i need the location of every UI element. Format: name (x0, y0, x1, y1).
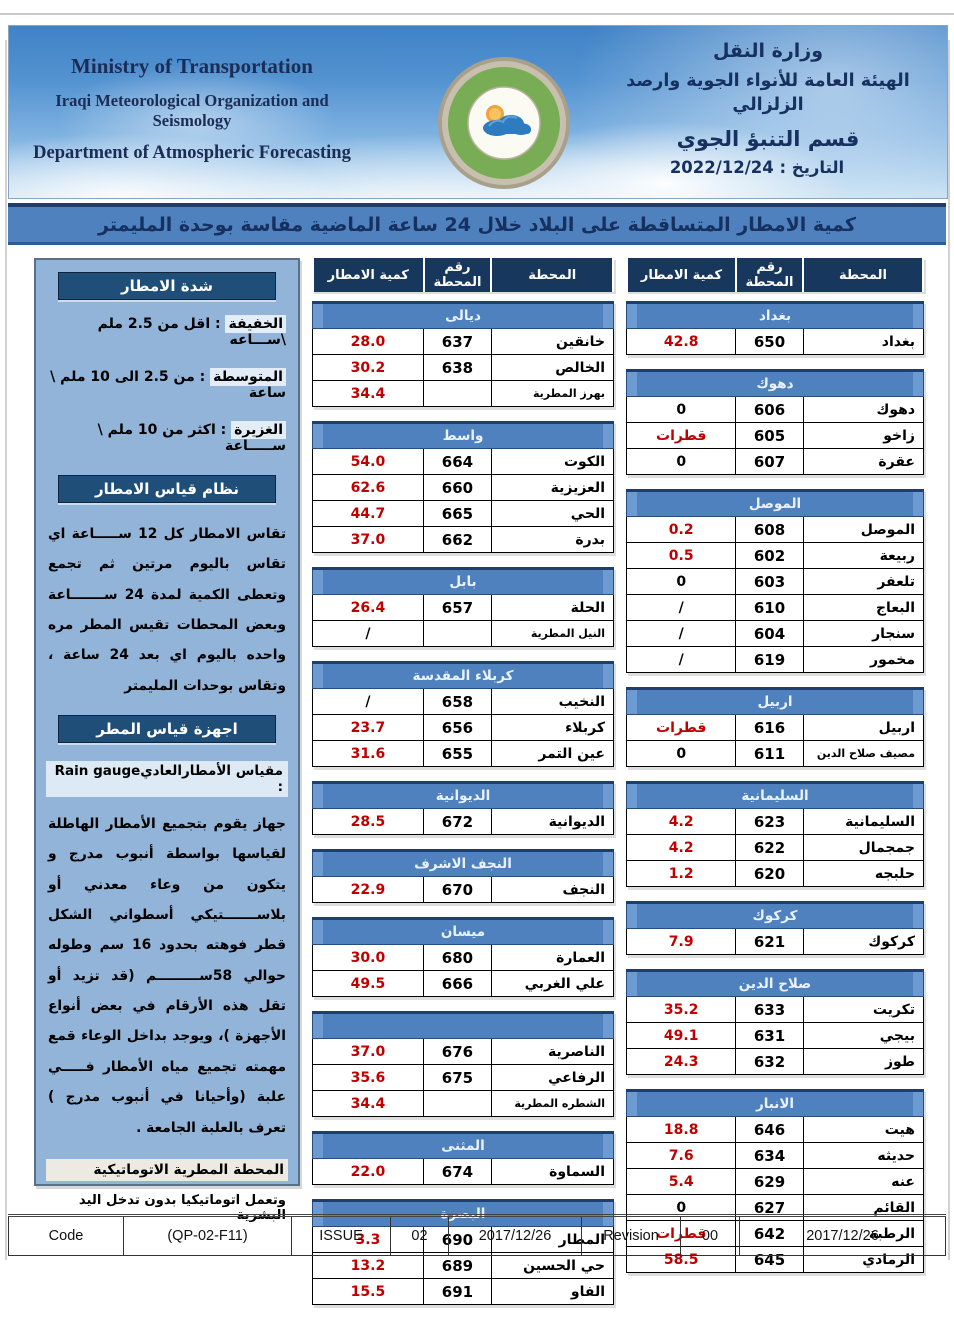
governorate-table (626, 969, 924, 1075)
governorate-table (312, 781, 614, 835)
station-row (313, 1253, 614, 1279)
station-number-cell: 602 (736, 543, 803, 569)
governorate-table (312, 1011, 614, 1117)
station-amount-cell: 34.4 (313, 381, 424, 407)
governorate-header: واسط (313, 423, 614, 449)
station-amount-cell: 49.1 (627, 1023, 736, 1049)
station-amount-cell: 18.8 (627, 1117, 736, 1143)
station-amount-cell: / (627, 621, 736, 647)
station-station-cell: بدرة (492, 527, 614, 553)
station-amount-cell: قطرات (627, 715, 736, 741)
governorate-table (312, 567, 614, 647)
station-row (627, 595, 924, 621)
governorate-header: الموصل (627, 491, 924, 517)
station-amount-cell: 62.6 (313, 475, 424, 501)
station-amount-cell: 30.0 (313, 945, 424, 971)
station-station-cell: تلعفر (803, 569, 923, 595)
station-station-cell: المطار (492, 1227, 614, 1253)
footer-code-label: Code (9, 1216, 124, 1256)
governorate-table (312, 917, 614, 997)
station-number-cell: 664 (423, 449, 491, 475)
station-amount-cell: 0 (627, 741, 736, 767)
column-header-station: المحطة (803, 259, 923, 292)
ministry-title-english (27, 54, 357, 164)
station-row (627, 329, 924, 355)
intensity-heavy-desc: : اكثر من 10 ملم \ ســـــاعة (97, 422, 286, 454)
station-station-cell: النخيب (492, 689, 614, 715)
station-amount-cell: / (627, 595, 736, 621)
station-row (627, 1023, 924, 1049)
footer-issue-label: ISSUE (292, 1216, 391, 1256)
station-amount-cell: 35.2 (627, 997, 736, 1023)
station-number-cell: 665 (423, 501, 491, 527)
station-row (627, 1117, 924, 1143)
document-control-footer (8, 1214, 946, 1256)
station-row (313, 595, 614, 621)
governorate-header: البصرة (313, 1201, 614, 1227)
automatic-station-description: وتعمل اتوماتيكيا بدون تدخل اليد البشرية (78, 1192, 286, 1223)
station-station-cell: الفاو (492, 1279, 614, 1305)
station-station-cell: السماوة (492, 1159, 614, 1185)
measuring-system-heading: نظام قياس الامطار (58, 475, 277, 503)
station-station-cell: زاخو (803, 423, 923, 449)
governorate-table (312, 1131, 614, 1185)
station-station-cell: العمارة (491, 945, 613, 971)
station-amount-cell: 22.0 (313, 1159, 424, 1185)
organization-name-en: Iraqi Meteorological Organization and Seismology (55, 91, 329, 130)
station-row (627, 741, 924, 767)
station-station-cell: الرفاعي (491, 1065, 613, 1091)
rain-info-panel (34, 258, 300, 1223)
station-station-cell: دهوك (803, 397, 923, 423)
station-number-cell: 606 (736, 397, 803, 423)
station-amount-cell: 49.5 (313, 971, 424, 997)
station-amount-cell: 31.6 (313, 741, 424, 767)
station-station-cell: الرمادي (803, 1247, 923, 1273)
station-number-cell: 670 (423, 877, 491, 903)
report-date: التاريخ : 2022/12/24 (669, 158, 845, 177)
station-row (313, 527, 614, 553)
footer-row (9, 1216, 946, 1256)
station-row (627, 809, 924, 835)
station-station-cell: عنه (803, 1169, 923, 1195)
station-number-cell: 620 (736, 861, 803, 887)
ministry-title-arabic (603, 40, 933, 151)
station-number-cell: 666 (423, 971, 491, 997)
station-number-cell: 657 (423, 595, 491, 621)
governorate-header: الديوانية (313, 783, 614, 809)
top-divider (0, 13, 954, 15)
station-station-cell: البعاج (803, 595, 923, 621)
station-amount-cell: 0 (627, 1195, 736, 1221)
intensity-light-desc: : اقل من 2.5 ملم \ســـاعه (97, 316, 286, 348)
column-header-amount: كمية الامطار (313, 259, 424, 292)
station-station-cell: عقرة (803, 449, 923, 475)
intensity-heavy-term: الغزيرة (231, 421, 286, 439)
station-number-cell: 623 (736, 809, 803, 835)
rain-gauges-heading: اجهزة قياس المطر (58, 715, 277, 743)
station-row (627, 1049, 924, 1075)
station-station-cell: بغداد (803, 329, 923, 355)
station-row (627, 517, 924, 543)
station-amount-cell: 0 (627, 449, 736, 475)
station-station-cell: سنجار (803, 621, 923, 647)
station-number-cell: 645 (736, 1247, 803, 1273)
station-number-cell (423, 381, 491, 407)
station-row (627, 861, 924, 887)
station-station-cell: الحلة (492, 595, 614, 621)
governorate-header: بابل (313, 569, 614, 595)
department-name-ar: قسم التنبؤ الجوي (676, 127, 860, 152)
station-amount-cell: 0.5 (627, 543, 736, 569)
automatic-station-label: المحطة المطرية الاتوماتيكية (46, 1159, 288, 1181)
intensity-medium-desc: : من 2.5 الى 10 ملم \ ساعة (50, 369, 286, 401)
station-amount-cell: 22.9 (313, 877, 424, 903)
station-number-cell: 672 (423, 809, 491, 835)
footer-issue-value: 02 (391, 1216, 449, 1256)
station-amount-cell: 26.4 (313, 595, 424, 621)
station-row (313, 621, 614, 647)
station-station-cell: حي الحسين (492, 1253, 614, 1279)
station-row (313, 1279, 614, 1305)
station-station-cell: مصيف صلاح الدين (803, 741, 923, 767)
station-row (627, 397, 924, 423)
station-row (627, 543, 924, 569)
station-station-cell: تكريت (803, 997, 923, 1023)
station-number-cell: 650 (736, 329, 803, 355)
station-number-cell: 662 (423, 527, 491, 553)
rain-gauge-label: مقياس الأمطارالعاديRain gauge : (46, 761, 288, 797)
middle-column-headers (312, 258, 614, 292)
station-number-cell: 610 (736, 595, 803, 621)
governorate-header (313, 1013, 614, 1039)
station-row (313, 715, 614, 741)
station-number-cell: 660 (423, 475, 491, 501)
station-number-cell: 637 (423, 329, 491, 355)
governorate-header: الانبار (627, 1091, 924, 1117)
station-row (627, 621, 924, 647)
station-amount-cell: 4.2 (627, 809, 736, 835)
governorate-header: بغداد (627, 303, 924, 329)
station-station-cell: عين التمر (492, 741, 614, 767)
station-number-cell: 655 (423, 741, 491, 767)
governorate-header: ديالى (313, 303, 614, 329)
station-station-cell: علي الغربي (491, 971, 613, 997)
station-row (627, 997, 924, 1023)
station-amount-cell: 7.6 (627, 1143, 736, 1169)
station-number-cell: 611 (736, 741, 803, 767)
station-station-cell: حديثه (803, 1143, 923, 1169)
station-station-cell: جمجمال (803, 835, 923, 861)
station-amount-cell: 28.5 (313, 809, 424, 835)
station-amount-cell: 54.0 (313, 449, 424, 475)
station-amount-cell: 0.2 (627, 517, 736, 543)
station-amount-cell: 37.0 (313, 1039, 424, 1065)
station-row (627, 423, 924, 449)
station-number-cell: 633 (736, 997, 803, 1023)
station-station-cell: الكوت (492, 449, 614, 475)
governorate-table (312, 301, 614, 407)
station-number-cell: 603 (736, 569, 803, 595)
station-number-cell: 604 (736, 621, 803, 647)
station-station-cell: الحي (492, 501, 614, 527)
station-amount-cell: 37.0 (313, 527, 424, 553)
organization-logo-icon (437, 56, 571, 190)
governorate-table (312, 849, 614, 903)
ministry-name-ar: وزارة النقل (712, 40, 824, 62)
ministry-name-en: Ministry of Transportation (71, 54, 313, 78)
station-number-cell: 634 (736, 1143, 803, 1169)
station-row (313, 475, 614, 501)
station-number-cell: 632 (736, 1049, 803, 1075)
governorate-table (312, 421, 614, 553)
governorate-table (626, 301, 924, 355)
intensity-light-term: الخفيفة (225, 315, 286, 333)
station-row (313, 381, 614, 407)
station-number-cell: 627 (736, 1195, 803, 1221)
station-row (313, 449, 614, 475)
footer-code-value: (QP-02-F11) (124, 1216, 292, 1256)
station-number-cell: 619 (736, 647, 803, 673)
station-station-cell: النجف (491, 877, 613, 903)
station-row (627, 1169, 924, 1195)
station-station-cell: هيت (803, 1117, 923, 1143)
station-station-cell: كركوك (803, 929, 923, 955)
governorate-table (626, 901, 924, 955)
governorates-column-middle (312, 258, 614, 1319)
station-station-cell: الشطره المطرية (491, 1091, 613, 1117)
column-header-station: المحطة (491, 259, 613, 292)
station-number-cell: 676 (423, 1039, 491, 1065)
station-amount-cell: 1.2 (627, 861, 736, 887)
station-number-cell (423, 1091, 491, 1117)
station-amount-cell: / (313, 621, 424, 647)
station-station-cell: الناصرية (491, 1039, 613, 1065)
right-column-headers (626, 258, 924, 292)
measuring-system-text: تقاس الامطار كل 12 ســـــاعة اي تقاس باليوم مرتين ثم تجمع وتعطى الكمية لمدة 24 ســـــــاعة وبعض المحطات تقيس المطر مره واحده باليوم اي بعد 24 ساعة ، وتقاس بوحدات المليمتر (48, 526, 287, 694)
station-number-cell: 631 (736, 1023, 803, 1049)
rain-gauge-description: جهاز يقوم بتجميع الأمطار الهاطلة لقياسها بواسطة أنبوب مدرج و يتكون من وعاء معدني أو بلاســـــــتيكي أسطواني الشكل قطر فوهته بحدود 16 سم وطوله حوالي 58ســـــــــم (قد تزيد أو تقل هذه الأرقام في بعض أنواع الأجهزة )، ويوجد بداخل الوعاء قمع مهمته تجميع مياه الأمطار فـــــي علبة (وأحيانا في أنبوب مدرج ) تعرف بالعلبة الجامعة . (48, 816, 287, 1136)
station-number-cell: 629 (736, 1169, 803, 1195)
station-number-cell: 680 (423, 945, 491, 971)
station-station-cell: العزيزية (492, 475, 614, 501)
governorate-header: دهوك (627, 371, 924, 397)
governorate-header: اربيل (627, 689, 924, 715)
station-station-cell: النيل المطرية (492, 621, 614, 647)
station-amount-cell: 30.2 (313, 355, 424, 381)
station-station-cell: ربيعة (803, 543, 923, 569)
station-amount-cell: 42.8 (627, 329, 736, 355)
governorate-table (312, 661, 614, 767)
governorate-table (626, 369, 924, 475)
station-number-cell: 690 (423, 1227, 491, 1253)
station-station-cell: الموصل (803, 517, 923, 543)
station-station-cell: مخمور (803, 647, 923, 673)
station-amount-cell: 0 (627, 397, 736, 423)
station-amount-cell: 5.4 (627, 1169, 736, 1195)
station-amount-cell: / (627, 647, 736, 673)
station-amount-cell: 58.5 (627, 1247, 736, 1273)
rain-intensity-heading: شدة الامطار (58, 272, 277, 300)
station-amount-cell: قطرات (627, 1221, 736, 1247)
station-station-cell: كربلاء (492, 715, 614, 741)
governorate-header: كربلاء المقدسة (313, 663, 614, 689)
station-number-cell: 646 (736, 1117, 803, 1143)
governorate-header: النجف الاشرف (313, 851, 614, 877)
station-amount-cell: 7.9 (627, 929, 736, 955)
station-number-cell: 616 (736, 715, 803, 741)
station-row (313, 501, 614, 527)
station-station-cell: اربيل (803, 715, 923, 741)
station-amount-cell: 35.6 (313, 1065, 424, 1091)
content-area (0, 258, 954, 1319)
station-row (627, 449, 924, 475)
governorate-header: كركوك (627, 903, 924, 929)
station-station-cell: الديوانية (491, 809, 613, 835)
station-row (313, 1065, 614, 1091)
intensity-heavy-definition (48, 422, 286, 454)
column-header-number: رقم المحطة (736, 259, 803, 292)
station-number-cell: 675 (423, 1065, 491, 1091)
governorate-header: صلاح الدين (627, 971, 924, 997)
station-number-cell: 638 (423, 355, 491, 381)
footer-issue-date: 2017/12/26 (449, 1216, 582, 1256)
station-row (627, 569, 924, 595)
station-number-cell: 607 (736, 449, 803, 475)
governorates-column-right (626, 258, 924, 1319)
report-title: كمية الامطار المتساقطة على البلاد خلال 24 ساعة الماضية مقاسة بوحدة المليمتر (8, 203, 946, 245)
station-station-cell: السليمانية (803, 809, 923, 835)
station-amount-cell: 34.4 (313, 1091, 424, 1117)
footer-revision-label: Revision (582, 1216, 681, 1256)
station-row (627, 647, 924, 673)
station-row (313, 1091, 614, 1117)
organization-name-ar: الهيئة العامة للأنواء الجوية وارصد الزلزالي (626, 71, 910, 115)
station-row (313, 971, 614, 997)
station-row (313, 877, 614, 903)
station-station-cell: خانقين (492, 329, 614, 355)
station-number-cell: 642 (736, 1221, 803, 1247)
governorate-table (626, 687, 924, 767)
station-number-cell: 674 (423, 1159, 491, 1185)
station-station-cell: حلبجه (803, 861, 923, 887)
station-row (313, 1159, 614, 1185)
station-amount-cell: 28.0 (313, 329, 424, 355)
column-header-number: رقم المحطة (424, 259, 492, 292)
station-station-cell: الخالص (492, 355, 614, 381)
governorate-header: المثنى (313, 1133, 614, 1159)
intensity-medium-definition (48, 369, 286, 401)
governorate-table (626, 489, 924, 673)
station-row (627, 715, 924, 741)
station-number-cell: 622 (736, 835, 803, 861)
station-row (627, 835, 924, 861)
station-row (313, 741, 614, 767)
station-row (313, 329, 614, 355)
governorate-header: السليمانية (627, 783, 924, 809)
station-row (627, 929, 924, 955)
station-row (313, 809, 614, 835)
station-number-cell: 658 (423, 689, 491, 715)
station-number-cell (423, 621, 491, 647)
station-station-cell: طوز (803, 1049, 923, 1075)
footer-revision-date: 2017/12/26 (740, 1216, 946, 1256)
footer-revision-value: 00 (681, 1216, 740, 1256)
letterhead-banner (8, 25, 948, 199)
station-row (313, 689, 614, 715)
station-station-cell: بيجي (803, 1023, 923, 1049)
station-amount-cell: 3.3 (313, 1227, 424, 1253)
column-header-amount: كمية الامطار (627, 259, 736, 292)
station-number-cell: 656 (423, 715, 491, 741)
intensity-light-definition (48, 316, 286, 348)
station-amount-cell: 4.2 (627, 835, 736, 861)
governorate-table (626, 781, 924, 887)
station-amount-cell: 13.2 (313, 1253, 424, 1279)
station-amount-cell: 0 (627, 569, 736, 595)
station-amount-cell: 44.7 (313, 501, 424, 527)
station-row (313, 1039, 614, 1065)
station-amount-cell: / (313, 689, 424, 715)
station-row (627, 1143, 924, 1169)
station-station-cell: القائم (803, 1195, 923, 1221)
station-amount-cell: قطرات (627, 423, 736, 449)
station-station-cell: الرطبة (803, 1221, 923, 1247)
governorate-header: ميسان (313, 919, 614, 945)
station-amount-cell: 15.5 (313, 1279, 424, 1305)
station-amount-cell: 23.7 (313, 715, 424, 741)
station-number-cell: 691 (423, 1279, 491, 1305)
station-row (313, 355, 614, 381)
department-name-en: Department of Atmospheric Forecasting (33, 143, 351, 163)
station-amount-cell: 24.3 (627, 1049, 736, 1075)
station-number-cell: 608 (736, 517, 803, 543)
station-station-cell: بهرز المطرية (492, 381, 614, 407)
station-number-cell: 605 (736, 423, 803, 449)
station-number-cell: 621 (736, 929, 803, 955)
station-row (313, 945, 614, 971)
intensity-medium-term: المتوسطة (210, 368, 286, 386)
station-number-cell: 689 (423, 1253, 491, 1279)
